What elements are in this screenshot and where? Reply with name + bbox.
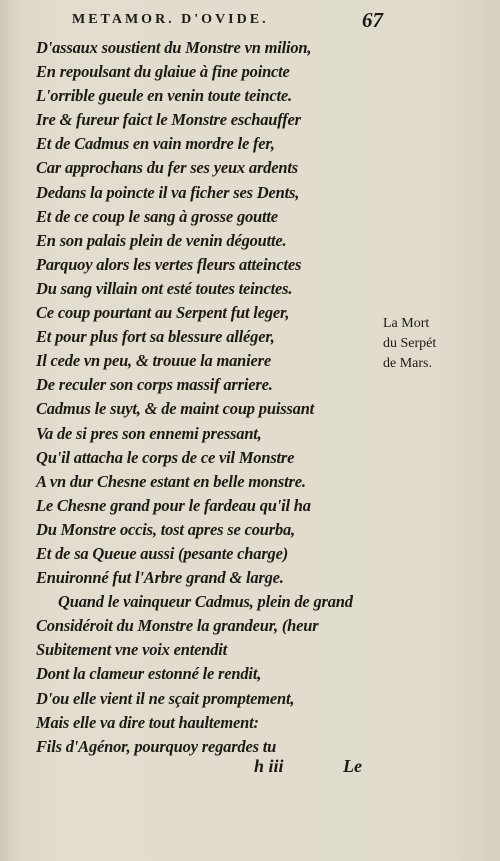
verse-line: De reculer son corps massif arriere. bbox=[36, 375, 273, 395]
margin-note bbox=[383, 314, 463, 374]
verse-line: A vn dur Chesne estant en belle monstre. bbox=[36, 471, 306, 491]
verse-line: Et pour plus fort sa blessure alléger, bbox=[36, 327, 275, 347]
verse-line: Parquoy alors les vertes fleurs atteinctes bbox=[36, 254, 302, 274]
verse-line: L'orrible gueule en venin toute teincte. bbox=[36, 86, 292, 106]
verse-line: D'ou elle vient il ne sçait promptement, bbox=[36, 688, 295, 708]
verse-line: Cadmus le suyt, & de maint coup puissant bbox=[36, 399, 315, 419]
verse-block bbox=[36, 36, 381, 759]
page-footer bbox=[0, 756, 500, 786]
signature-mark: h iii bbox=[254, 756, 284, 776]
verse-line: Quand le vainqueur Cadmus, plein de grand bbox=[58, 592, 353, 612]
verse-line: Ire & fureur faict le Monstre eschauffer bbox=[36, 110, 301, 130]
verse-line: Et de ce coup le sang à grosse goutte bbox=[36, 206, 278, 226]
verse-line: En son palais plein de venin dégoutte. bbox=[36, 230, 287, 250]
verse-line: Ce coup pourtant au Serpent fut leger, bbox=[36, 303, 290, 323]
verse-line: Va de si pres son ennemi pressant, bbox=[36, 423, 262, 443]
verse-line: Fils d'Agénor, pourquoy regardes tu bbox=[36, 736, 277, 756]
margin-note-line: La Mort bbox=[383, 316, 430, 331]
page-number: 67 bbox=[362, 8, 383, 32]
verse-line: En repoulsant du glaiue à fine poincte bbox=[36, 62, 290, 82]
verse-line: Considéroit du Monstre la grandeur, (heur bbox=[36, 616, 319, 636]
verse-line: Et de Cadmus en vain mordre le fer, bbox=[36, 134, 275, 154]
verse-line: Il cede vn peu, & trouue la maniere bbox=[36, 351, 271, 371]
verse-line: Du sang villain ont esté toutes teinctes. bbox=[36, 278, 293, 298]
verse-line: Enuironné fut l'Arbre grand & large. bbox=[36, 568, 284, 588]
verse-line: Et de sa Queue aussi (pesante charge) bbox=[36, 543, 289, 563]
verse-line: Dedans la poincte il va ficher ses Dents, bbox=[36, 182, 300, 202]
verse-line: Car approchans du fer ses yeux ardents bbox=[36, 158, 298, 178]
catchword: Le bbox=[343, 756, 362, 776]
verse-line: D'assaux soustient du Monstre vn milion, bbox=[36, 38, 312, 57]
running-title: METAMOR. D'OVIDE. bbox=[72, 12, 269, 27]
verse-line: Le Chesne grand pour le fardeau qu'il ha bbox=[36, 495, 311, 515]
page-header bbox=[0, 0, 500, 34]
verse-line: Qu'il attacha le corps de ce vil Monstre bbox=[36, 447, 295, 467]
margin-note-line: de Mars. bbox=[383, 356, 432, 371]
margin-note-line: du Serpét bbox=[383, 336, 437, 351]
verse-line: Du Monstre occis, tost apres se courba, bbox=[36, 519, 295, 539]
verse-line: Subitement vne voix entendit bbox=[36, 640, 228, 660]
verse-line: Mais elle va dire tout haultement: bbox=[36, 712, 259, 732]
verse-line: Dont la clameur estonné le rendit, bbox=[36, 664, 262, 684]
